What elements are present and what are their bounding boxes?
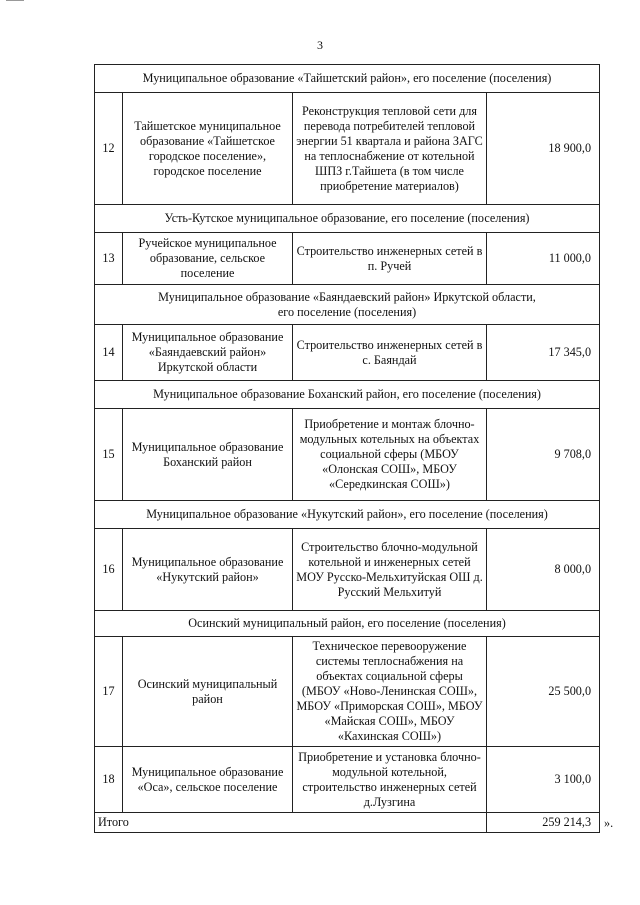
object-cell: Строительство инженерных сетей в с. Баяндай bbox=[293, 325, 487, 381]
municipality-cell: Муниципальное образование Боханский район bbox=[123, 409, 293, 501]
municipality-cell: Муниципальное образование «Нукутский район» bbox=[123, 529, 293, 611]
total-amount: 259 214,3 bbox=[487, 813, 600, 833]
municipality-cell: Ручейское муниципальное образование, сельское поселение bbox=[123, 233, 293, 285]
amount-cell: 18 900,0 bbox=[487, 93, 600, 205]
table-row bbox=[95, 409, 600, 501]
amount-cell: 3 100,0 bbox=[487, 747, 600, 813]
closing-quote-mark: ». bbox=[604, 816, 614, 830]
table-row bbox=[95, 637, 600, 747]
object-cell: Приобретение и установка блочно-модульной котельной, строительство инженерных сетей д.Лузгина bbox=[293, 747, 487, 813]
scan-mark bbox=[6, 0, 24, 3]
table-row bbox=[95, 747, 600, 813]
row-number: 16 bbox=[95, 529, 123, 611]
section-header-row bbox=[95, 611, 600, 637]
page-number: 3 bbox=[317, 38, 323, 52]
section-title: Муниципальное образование «Нукутский район», его поселение (поселения) bbox=[95, 501, 600, 529]
table-row bbox=[95, 325, 600, 381]
total-label: Итого bbox=[95, 813, 487, 833]
section-title: Осинский муниципальный район, его поселение (поселения) bbox=[95, 611, 600, 637]
amount-cell: 9 708,0 bbox=[487, 409, 600, 501]
amount-cell: 17 345,0 bbox=[487, 325, 600, 381]
section-header-row bbox=[95, 285, 600, 325]
object-cell: Строительство блочно-модульной котельной и инженерных сетей МОУ Русско-Мельхитуйская ОШ д. Русский Мельхитуй bbox=[293, 529, 487, 611]
section-header-row bbox=[95, 501, 600, 529]
section-title: Муниципальное образование Боханский район, его поселение (поселения) bbox=[95, 381, 600, 409]
funding-table bbox=[94, 64, 600, 833]
municipality-cell: Осинский муниципальный район bbox=[123, 637, 293, 747]
section-header-row bbox=[95, 205, 600, 233]
row-number: 13 bbox=[95, 233, 123, 285]
object-cell: Реконструкция тепловой сети для перевода потребителей тепловой энергии 51 квартала и района ЗАГС на теплоснабжение от котельной ШПЗ г.Тайшета (в том числе приобретение материалов) bbox=[293, 93, 487, 205]
table-row bbox=[95, 93, 600, 205]
row-number: 15 bbox=[95, 409, 123, 501]
row-number: 17 bbox=[95, 637, 123, 747]
row-number: 18 bbox=[95, 747, 123, 813]
amount-cell: 8 000,0 bbox=[487, 529, 600, 611]
amount-cell: 25 500,0 bbox=[487, 637, 600, 747]
table-row bbox=[95, 529, 600, 611]
section-title: Усть-Кутское муниципальное образование, его поселение (поселения) bbox=[95, 205, 600, 233]
object-cell: Приобретение и монтаж блочно-модульных котельных на объектах социальной сферы (МБОУ «Олонская СОШ», МБОУ «Середкинская СОШ») bbox=[293, 409, 487, 501]
section-title-line: его поселение (поселения) bbox=[277, 304, 417, 319]
table-row bbox=[95, 233, 600, 285]
total-row bbox=[95, 813, 600, 833]
municipality-cell: Муниципальное образование «Оса», сельское поселение bbox=[123, 747, 293, 813]
amount-cell: 11 000,0 bbox=[487, 233, 600, 285]
section-header-row bbox=[95, 65, 600, 93]
object-cell: Техническое перевооружение системы теплоснабжения на объектах социальной сферы (МБОУ «Ново-Ленинская СОШ», МБОУ «Приморская СОШ», МБОУ «Майская СОШ», МБОУ «Кахинская СОШ») bbox=[293, 637, 487, 747]
object-cell: Строительство инженерных сетей в п. Ручей bbox=[293, 233, 487, 285]
row-number: 14 bbox=[95, 325, 123, 381]
section-title: Муниципальное образование «Тайшетский район», его поселение (поселения) bbox=[95, 65, 600, 93]
section-title bbox=[95, 285, 600, 325]
municipality-cell: Муниципальное образование «Баяндаевский район» Иркутской области bbox=[123, 325, 293, 381]
row-number: 12 bbox=[95, 93, 123, 205]
section-title-line: Муниципальное образование «Баяндаевский район» Иркутской области, bbox=[158, 289, 536, 304]
municipality-cell: Тайшетское муниципальное образование «Тайшетское городское поселение», городское поселение bbox=[123, 93, 293, 205]
section-header-row bbox=[95, 381, 600, 409]
